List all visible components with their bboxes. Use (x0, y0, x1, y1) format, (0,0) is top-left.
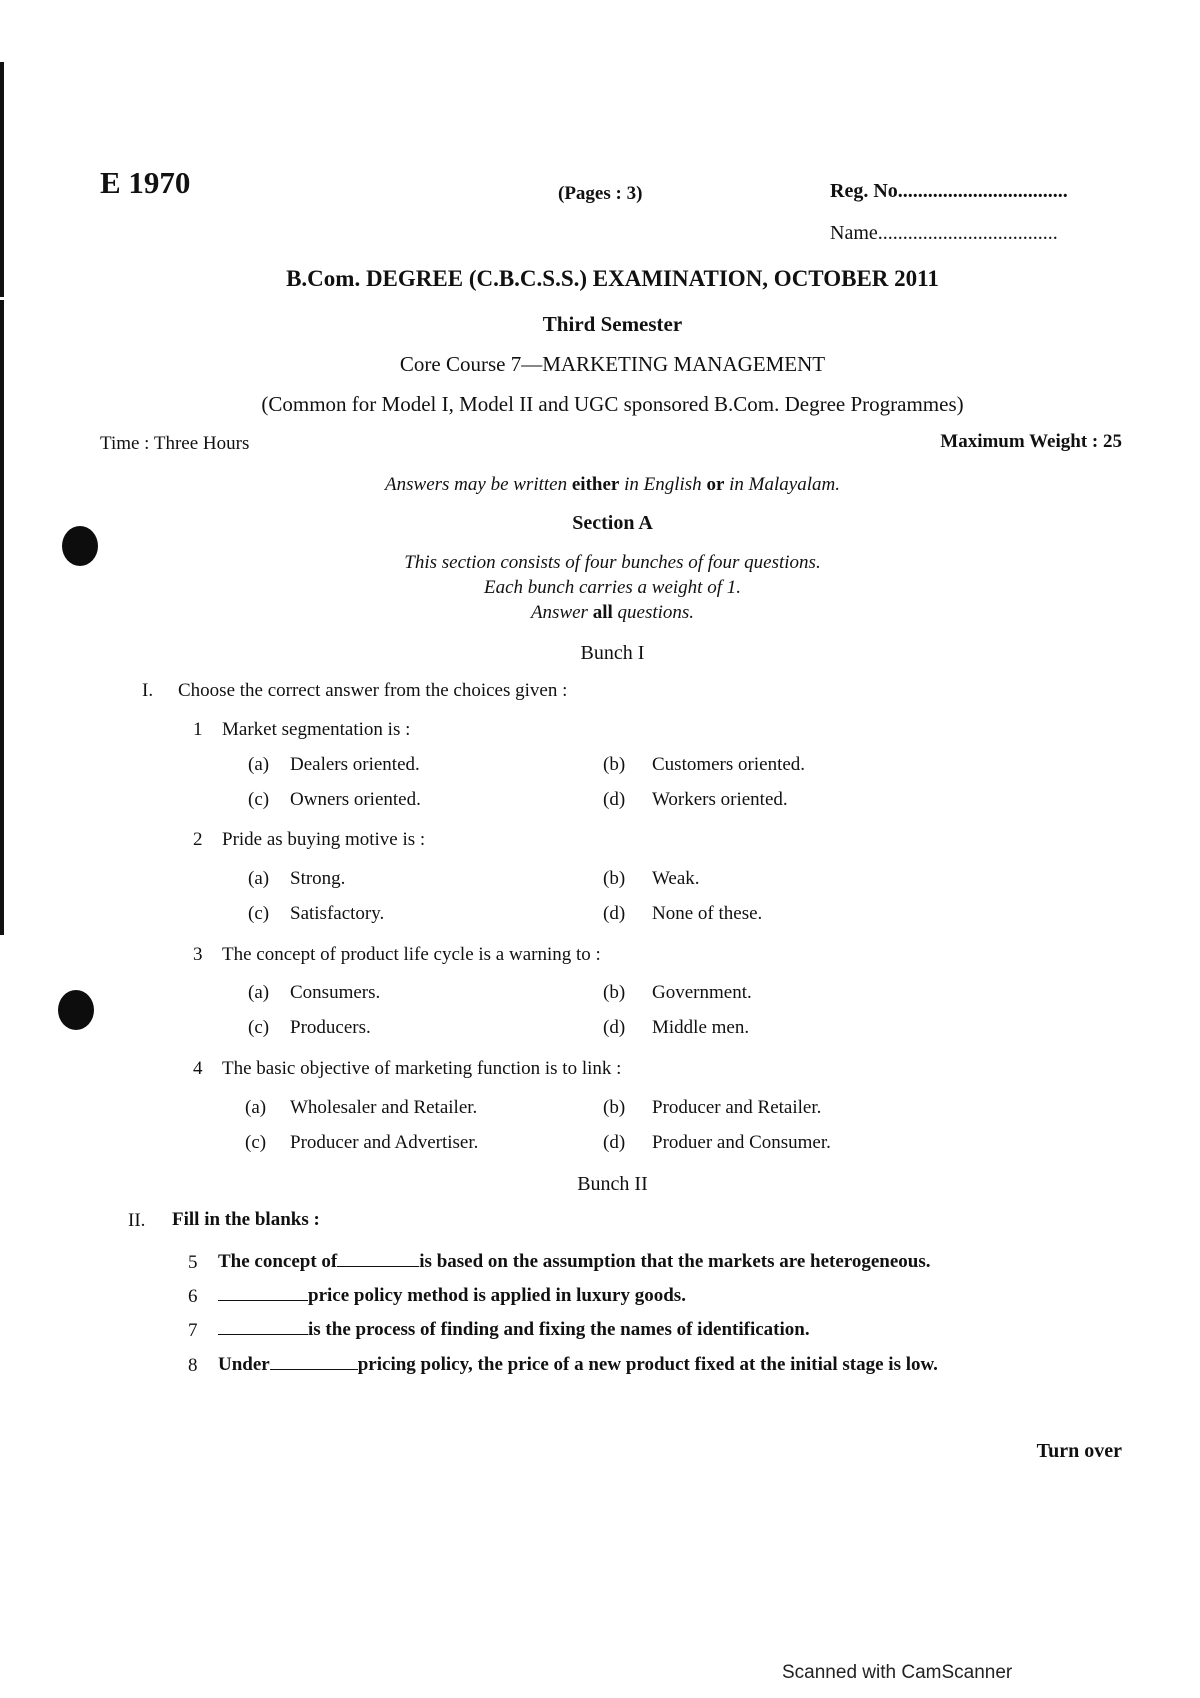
question-text: The basic objective of marketing function is to link : (222, 1058, 622, 1079)
question-text: Pride as buying motive is : (222, 829, 426, 850)
option-label: (a) (245, 1097, 267, 1118)
option-text: Owners oriented. (290, 789, 421, 810)
option-text: Produer and Consumer. (652, 1132, 831, 1153)
option-label: (c) (245, 1132, 267, 1153)
option-label: (b) (603, 1097, 626, 1118)
option-label: (a) (248, 754, 270, 775)
turn-over: Turn over (1036, 1440, 1122, 1462)
common-note: (Common for Model I, Model II and UGC sponsored B.Com. Degree Programmes) (261, 392, 964, 416)
fill-blank-question (218, 1354, 938, 1376)
option-label: (d) (603, 1017, 626, 1038)
question-number: 2 (193, 829, 203, 850)
bunch-1-instruction: Choose the correct answer from the choices given : (178, 680, 568, 701)
blank-line (218, 1322, 308, 1335)
bunch-1-heading: Bunch I (580, 642, 645, 664)
reg-no-label: Reg. No (830, 180, 898, 202)
course-title: Core Course 7—MARKETING MANAGEMENT (399, 352, 826, 376)
time-allowed: Time : Three Hours (100, 433, 250, 454)
option-label: (c) (248, 903, 270, 924)
max-weight: Maximum Weight : 25 (940, 431, 1122, 452)
question-text: The concept of (218, 1251, 338, 1272)
question-number: 4 (193, 1058, 203, 1079)
question-text: is based on the assumption that the markets are heterogeneous. (419, 1251, 931, 1272)
punch-hole (58, 990, 94, 1030)
question-text: price policy method is applied in luxury goods. (308, 1285, 686, 1306)
fill-blank-question (218, 1319, 810, 1341)
question-number: 1 (193, 719, 203, 740)
question-text: Market segmentation is : (222, 719, 411, 740)
bunch-2-heading: Bunch II (577, 1173, 648, 1195)
name-label: Name (830, 222, 878, 244)
bunch-1-number: I. (142, 680, 154, 701)
question-number: 5 (188, 1252, 198, 1273)
option-text: Satisfactory. (290, 903, 385, 924)
question-number: 3 (193, 944, 203, 965)
scan-edge-line (0, 62, 4, 297)
option-text: Customers oriented. (652, 754, 806, 775)
blank-line (337, 1254, 419, 1267)
option-label: (b) (603, 868, 626, 889)
fill-blank-question (218, 1285, 686, 1307)
bunch-2-number: II. (128, 1210, 146, 1231)
exam-title: B.Com. DEGREE (C.B.C.S.S.) EXAMINATION, OCTOBER 2011 (286, 266, 939, 291)
option-text: Producer and Retailer. (652, 1097, 822, 1118)
blank-line (270, 1357, 358, 1370)
option-label: (d) (603, 1132, 626, 1153)
medium-text-4: or (706, 474, 725, 495)
option-label: (b) (603, 754, 626, 775)
option-label: (d) (603, 789, 626, 810)
option-label: (d) (603, 903, 626, 924)
question-number: 6 (188, 1286, 198, 1307)
question-text: is the process of finding and fixing the names of identification. (308, 1319, 810, 1340)
reg-no-dots: .................................. (897, 180, 1068, 202)
paper-code: E 1970 (100, 165, 191, 200)
option-text: Consumers. (290, 982, 381, 1003)
page-count: (Pages : 3) (558, 183, 643, 204)
option-label: (c) (248, 1017, 270, 1038)
answer-medium (0, 474, 1200, 496)
option-text: Producer and Advertiser. (290, 1132, 479, 1153)
section-a-line-2: Each bunch carries a weight of 1. (484, 577, 741, 598)
option-label: (a) (248, 868, 270, 889)
name-dots: .................................... (877, 222, 1058, 244)
medium-text-5: in Malayalam. (729, 474, 840, 495)
option-label: (b) (603, 982, 626, 1003)
option-text: Weak. (652, 868, 700, 889)
question-number: 8 (188, 1355, 198, 1376)
reg-no-field (830, 180, 1068, 203)
option-text: Government. (652, 982, 752, 1003)
section-a-heading: Section A (572, 512, 653, 534)
question-text: pricing policy, the price of a new product fixed at the initial stage is low. (357, 1354, 938, 1375)
medium-text-2: either (571, 474, 620, 495)
option-label: (c) (248, 789, 270, 810)
fill-blank-question (218, 1251, 931, 1273)
question-number: 7 (188, 1320, 198, 1341)
bunch-2-instruction: Fill in the blanks : (172, 1209, 320, 1230)
option-text: None of these. (652, 903, 763, 924)
answer-word: Answer (530, 602, 588, 623)
section-a-line-3 (0, 602, 1200, 624)
medium-text-1: Answers may be written (385, 474, 568, 495)
all-word: all (592, 602, 613, 623)
name-field (830, 222, 1058, 245)
option-text: Producers. (290, 1017, 371, 1038)
option-text: Workers oriented. (652, 789, 788, 810)
option-text: Dealers oriented. (290, 754, 420, 775)
blank-line (218, 1288, 308, 1301)
scanner-watermark: Scanned with CamScanner (782, 1662, 1013, 1683)
question-text: Under (218, 1354, 270, 1375)
option-label: (a) (248, 982, 270, 1003)
option-text: Middle men. (652, 1017, 750, 1038)
option-text: Wholesaler and Retailer. (290, 1097, 478, 1118)
option-text: Strong. (290, 868, 346, 889)
question-text: The concept of product life cycle is a warning to : (222, 944, 601, 965)
medium-text-3: in English (624, 474, 702, 495)
section-a-line-1: This section consists of four bunches of four questions. (404, 552, 821, 573)
questions-word: questions. (617, 602, 695, 623)
semester: Third Semester (542, 312, 683, 336)
